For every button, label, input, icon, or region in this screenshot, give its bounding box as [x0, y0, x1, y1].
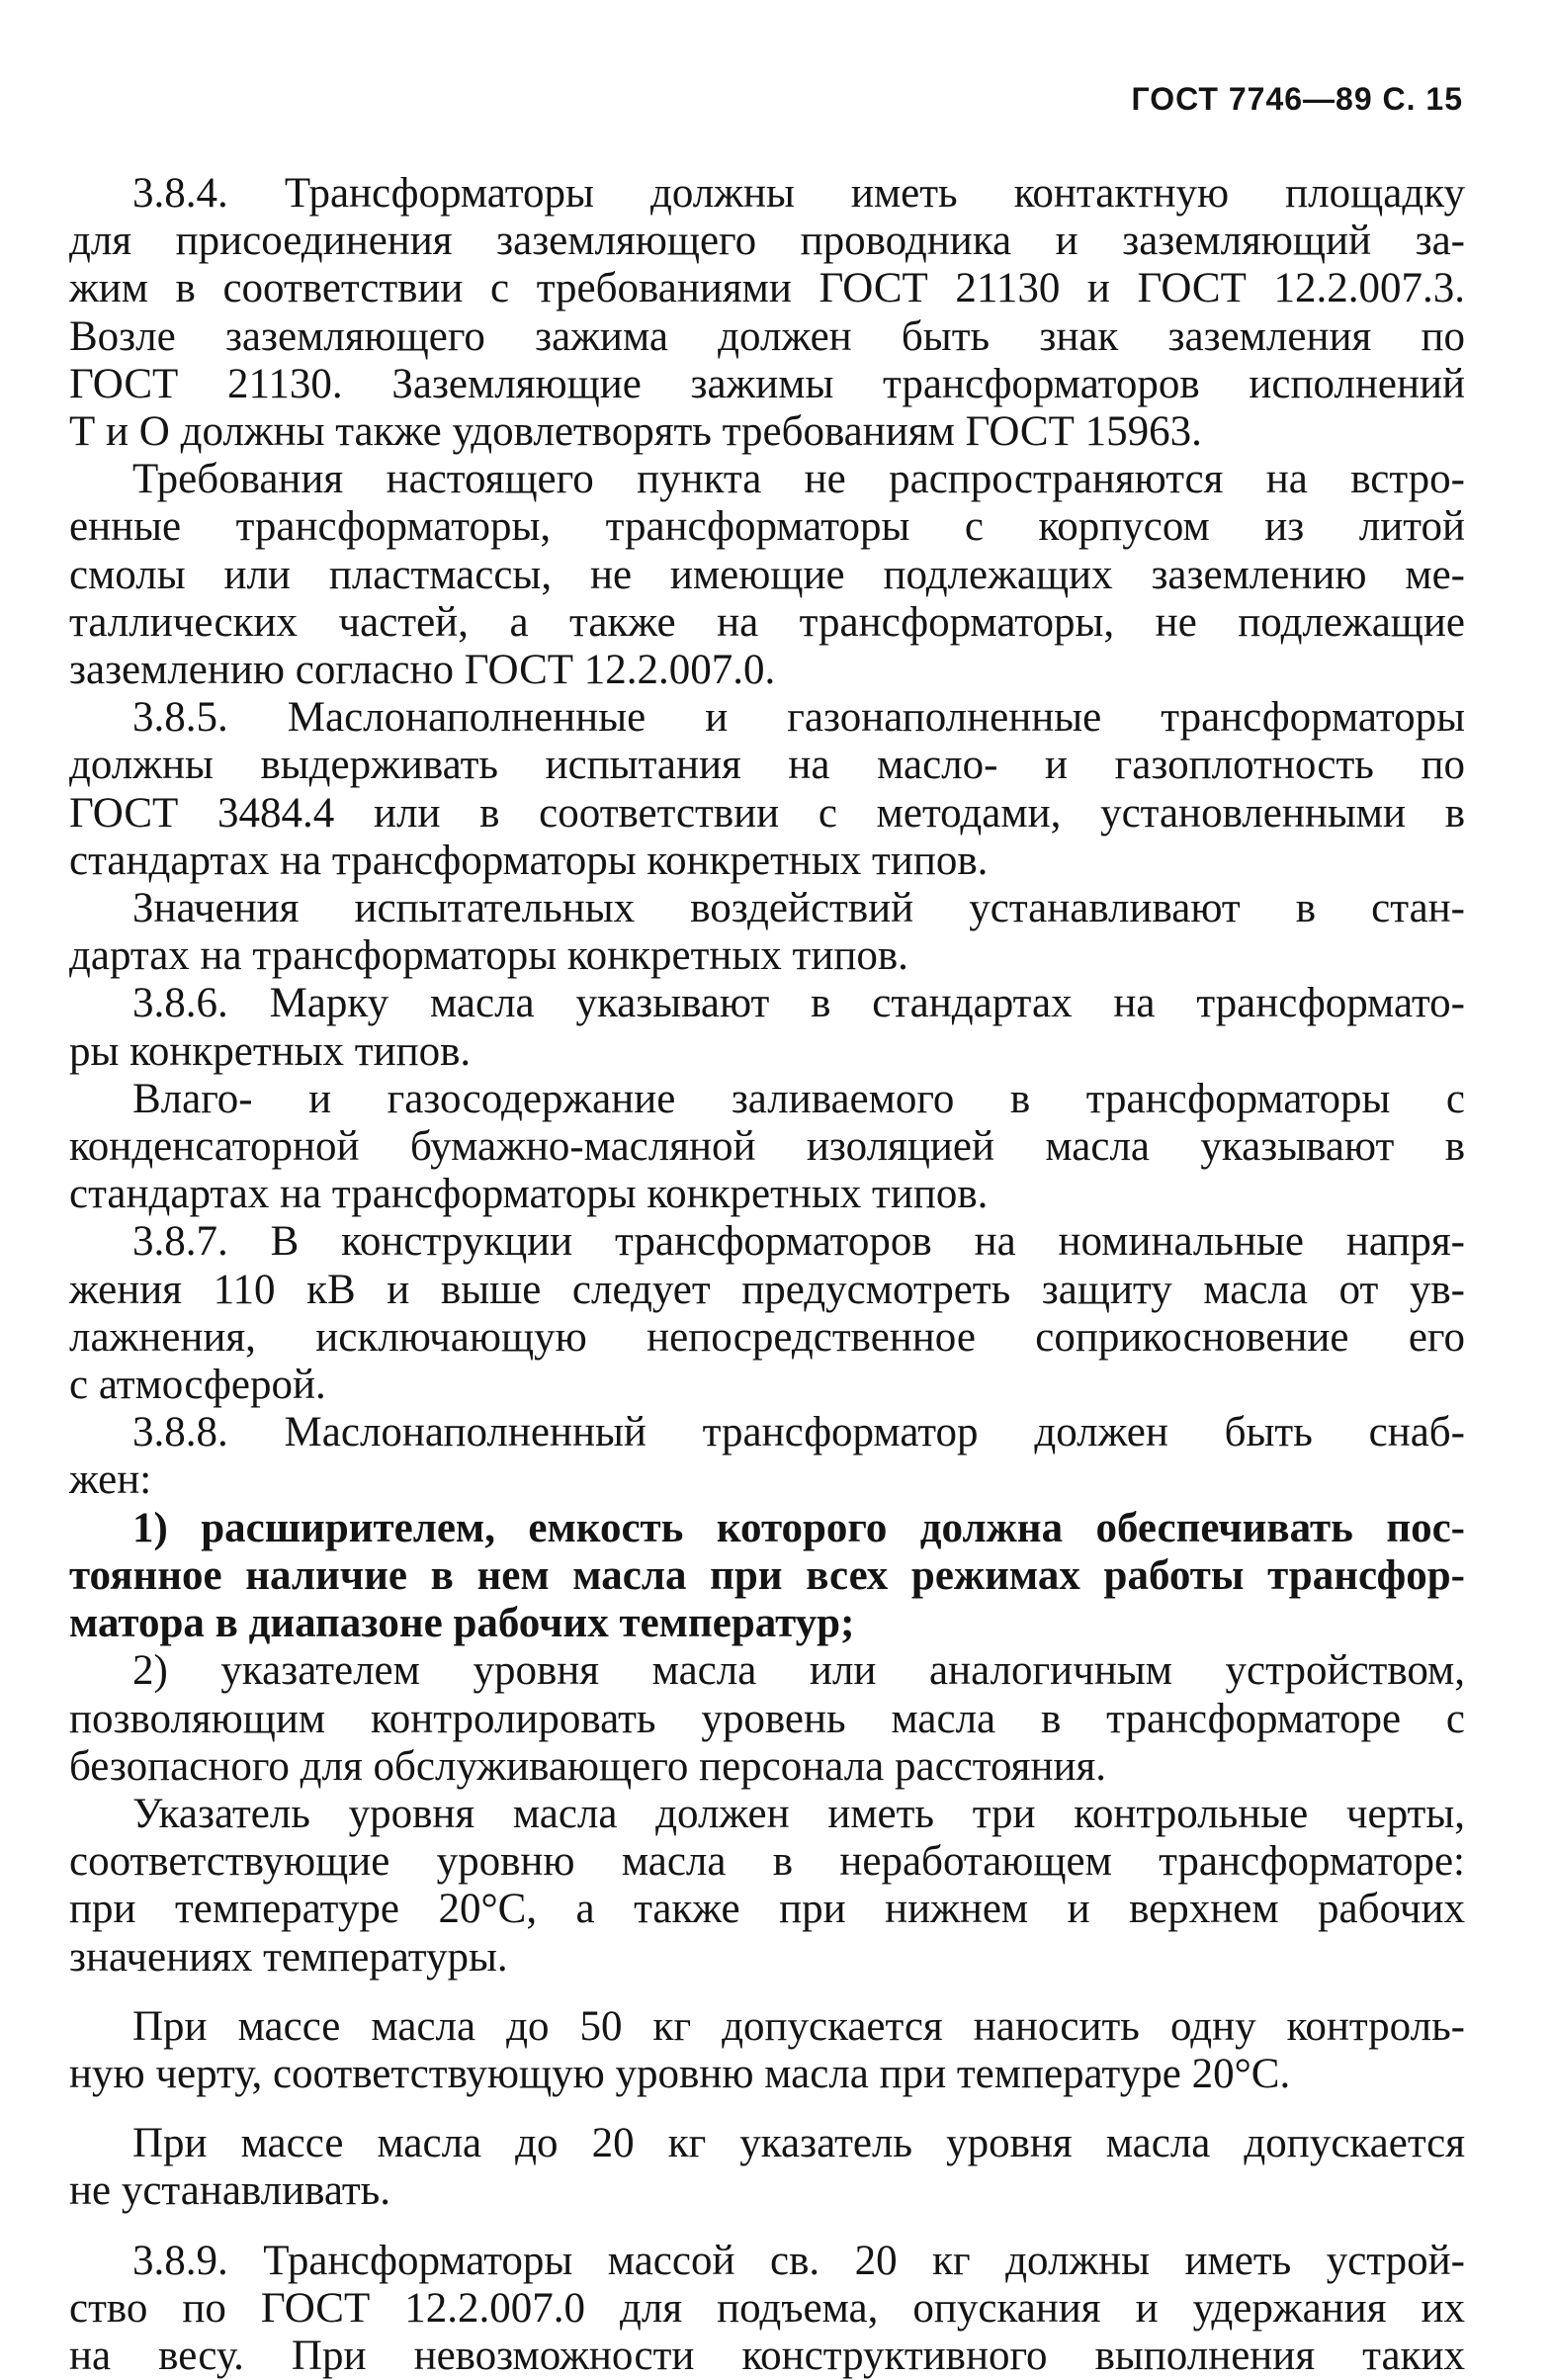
- text-line: тоянное наличие в нем масла при всех режимах работы трансфор-: [69, 1551, 1465, 1599]
- text-line: жения 110 кВ и выше следует предусмотреть защиту масла от ув-: [69, 1266, 1465, 1313]
- paragraph-3-8-4: [69, 170, 1465, 456]
- text-line: Т и О должны также удовлетворять требованиям ГОСТ 15963.: [69, 408, 1202, 456]
- text-line: ГОСТ 21130. Заземляющие зажимы трансформаторов исполнений: [69, 360, 1465, 407]
- text-line: соответствующие уровню масла в неработающем трансформаторе:: [69, 1838, 1465, 1886]
- text-line: Указатель уровня масла должен иметь три контрольные черты,: [132, 1790, 1465, 1837]
- text-line: Требования настоящего пункта не распространяются на встро-: [132, 456, 1465, 503]
- paragraph-3-8-5: [69, 694, 1465, 885]
- text-line: 3.8.7. В конструкции трансформаторов на номинальные напря-: [132, 1218, 1465, 1266]
- paragraph-control-marks: [69, 1791, 1465, 1982]
- paragraph-requirements-exclusion: [69, 456, 1465, 694]
- text-line: смолы или пластмассы, не имеющие подлежащих заземлению ме-: [69, 551, 1465, 598]
- paragraph-oil-mass-20kg: [69, 2120, 1465, 2215]
- list-item-oil-level-indicator: [69, 1647, 1465, 1791]
- paragraph-3-8-9: [69, 2238, 1465, 2380]
- paragraph-moisture-gas-content: [69, 1076, 1465, 1219]
- text-line: 1) расширителем, емкость которого должна обеспечивать пос-: [132, 1504, 1465, 1551]
- text-line: матора в диапазоне рабочих температур;: [69, 1600, 855, 1647]
- text-line: на весу. При невозможности конструктивного выполнения таких: [69, 2332, 1465, 2379]
- text-line: таллических частей, а также на трансформаторы, не подлежащие: [69, 598, 1465, 646]
- text-line: При массе масла до 20 кг указатель уровня масла допускается: [132, 2120, 1465, 2167]
- text-line: Значения испытательных воздействий устанавливают в стан-: [132, 885, 1465, 932]
- text-line: при температуре 20°С, а также при нижнем и верхнем рабочих: [69, 1886, 1465, 1933]
- text-line: ство по ГОСТ 12.2.007.0 для подъема, опускания и удержания их: [69, 2284, 1465, 2332]
- paragraph-3-8-7: [69, 1218, 1465, 1409]
- text-line: дартах на трансформаторы конкретных типов.: [69, 932, 908, 980]
- text-line: ную черту, соответствующую уровню масла при температуре 20°С.: [69, 2050, 1291, 2097]
- text-line: ры конкретных типов.: [69, 1027, 472, 1075]
- text-line: должны выдерживать испытания на масло- и газоплотность по: [69, 742, 1465, 789]
- text-line: стандартах на трансформаторы конкретных типов.: [69, 837, 989, 884]
- body-text: [69, 170, 1465, 2380]
- text-line: 3.8.5. Маслонаполненные и газонаполненные трансформаторы: [132, 694, 1465, 742]
- list-item-expansion-tank: [69, 1505, 1465, 1648]
- text-line: конденсаторной бумажно-масляной изоляцией масла указывают в: [69, 1123, 1465, 1171]
- text-line: заземлению согласно ГОСТ 12.2.007.0.: [69, 647, 776, 694]
- text-line: Влаго- и газосодержание заливаемого в трансформаторы с: [132, 1075, 1465, 1122]
- text-line: значениях температуры.: [69, 1933, 508, 1981]
- text-line: жен:: [69, 1456, 152, 1504]
- text-line: с атмосферой.: [69, 1362, 326, 1409]
- paragraph-oil-mass-50kg: [69, 2003, 1465, 2098]
- text-line: 3.8.6. Марку масла указывают в стандартах на трансформато-: [132, 980, 1465, 1027]
- text-line: позволяющим контролировать уровень масла в трансформаторе с: [69, 1695, 1465, 1742]
- text-line: безопасного для обслуживающего персонала расстояния.: [69, 1742, 1107, 1790]
- paragraph-3-8-8: [69, 1409, 1465, 1504]
- running-header: ГОСТ 7746—89 С. 15: [1131, 81, 1463, 117]
- text-line: не устанавливать.: [69, 2167, 390, 2215]
- text-line: енные трансформаторы, трансформаторы с корпусом из литой: [69, 503, 1465, 551]
- text-line: 2) указателем уровня масла или аналогичным устройством,: [132, 1647, 1465, 1695]
- text-line: стандартах на трансформаторы конкретных типов.: [69, 1171, 989, 1218]
- paragraph-test-values: [69, 885, 1465, 980]
- text-line: Возле заземляющего зажима должен быть знак заземления по: [69, 312, 1465, 360]
- paragraph-3-8-6: [69, 980, 1465, 1075]
- text-line: для присоединения заземляющего проводника и заземляющий за-: [69, 218, 1465, 265]
- text-line: При массе масла до 50 кг допускается наносить одну контроль-: [132, 2002, 1465, 2050]
- text-line: лажнения, исключающую непосредственное соприкосновение его: [69, 1313, 1465, 1361]
- text-line: 3.8.8. Маслонаполненный трансформатор должен быть снаб-: [132, 1409, 1465, 1456]
- text-line: 3.8.9. Трансформаторы массой св. 20 кг должны иметь устрой-: [132, 2237, 1465, 2284]
- text-line: ГОСТ 3484.4 или в соответствии с методами, установленными в: [69, 789, 1465, 837]
- text-line: 3.8.4. Трансформаторы должны иметь контактную площадку: [132, 170, 1465, 217]
- text-line: жим в соответствии с требованиями ГОСТ 21130 и ГОСТ 12.2.007.3.: [69, 265, 1465, 312]
